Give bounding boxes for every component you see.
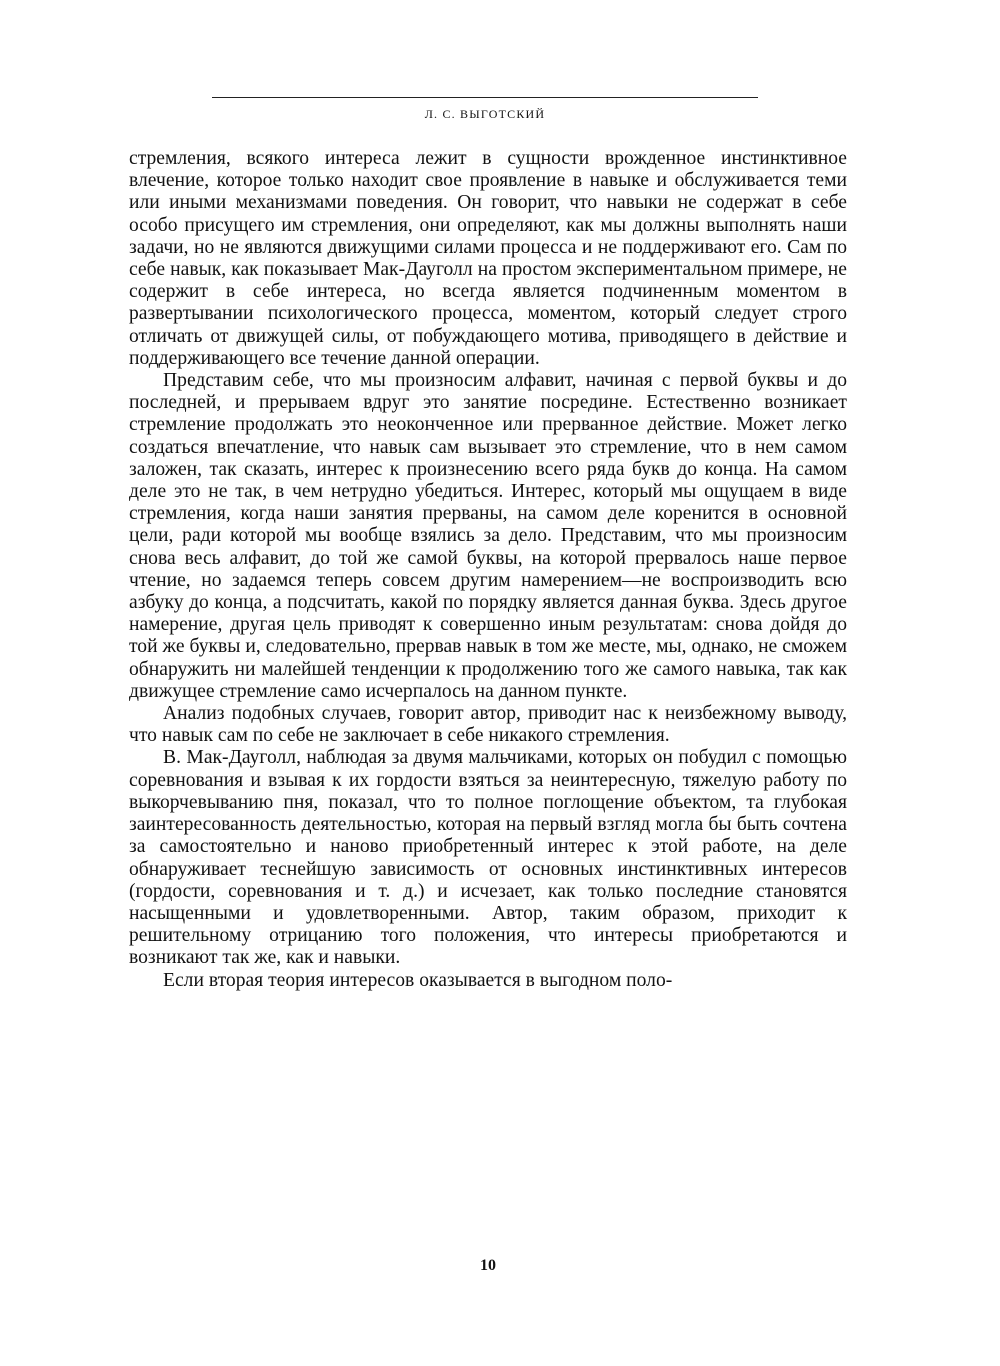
- paragraph-second-theory: Если вторая теория интересов оказывается в выгодном поло-: [163, 969, 673, 991]
- paragraph-alphabet-example: Представим себе, что мы произносим алфавит, начиная с первой буквы и до последней, и прерываем вдруг это занятие посредине. Естественно возникает стремление продолжать это неоконченное или прерванное действие. Может легко создаться впечатление, что навык сам вызывает это стремление, что в нем самом заложен, так сказать, интерес к произнесению всего ряда букв до конца. На самом деле это не так, в чем нетрудно убедиться. Интерес, который мы ощущаем в виде стремления, когда наши занятия прерваны, на самом деле коренится в основной цели, ради которой мы вообще взялись за дело. Представим, что мы произносим снова весь алфавит, до той же самой буквы, на которой прервалось наше первое чтение, но задаемся теперь совсем другим намерением—не воспроизводить всю азбуку до конца, а подсчитать, какой по порядку является данная буква. Здесь другое намерение, другая цель приводят к совершенно иным результатам: снова дойдя до той же буквы и, следовательно, прервав навык в том же месте, мы, однако, не сможем обнаружить ни малейшей тенденции к продолжению того же самого навыка, так как движущее стремление само исчерпалось на данном пункте.: [129, 370, 847, 702]
- paragraph-continued: стремления, всякого интереса лежит в сущности врожденное инстинктивное влечение, которое только находит свое проявление в навыке и обслуживается теми или иными механизмами поведения. Он говорит, что навыки не содержат в себе особо присущего им стремления, они определяют, как мы должны выполнять наши задачи, но не являются движущими силами процесса и не поддерживают его. Сам по себе навык, как показывает Мак-Дауголл на простом экспериментальном примере, не содержит в себе интереса, но всегда является подчиненным моментом в развертывании психологического процесса, моментом, который следует строго отличать от движущей силы, от побуждающего мотива, приводящего в действие и поддерживающего все течение данной операции.: [129, 148, 847, 369]
- paragraph-analysis: Анализ подобных случаев, говорит автор, приводит нас к неизбежному выводу, что навык сам по себе не заключает в себе никакого стремления.: [129, 703, 847, 747]
- running-head: Л. С. ВЫГОТСКИЙ: [424, 107, 546, 121]
- body-text: [129, 148, 847, 992]
- page-number: 10: [480, 1257, 496, 1274]
- paragraph-mcdougall-boys: В. Мак-Дауголл, наблюдая за двумя мальчиками, которых он побудил с помощью соревнования и взывая к их гордости взяться за неинтересную, тяжелую работу по выкорчевыванию пня, показал, что то полное поглощение объектом, та глубокая заинтересованность деятельностью, которая на первый взгляд могла бы быть сочтена за самостоятельно и наново приобретенный интерес к этой работе, на деле обнаруживает теснейшую зависимость от основных инстинктивных интересов (гордости, соревнования и т. д.) и исчезает, как только последние становятся насыщенными и удовлетворенными. Автор, таким образом, приходит к решительному отрицанию того положения, что интересы приобретаются и возникают так же, как и навыки.: [129, 747, 847, 969]
- header-rule: [212, 97, 758, 98]
